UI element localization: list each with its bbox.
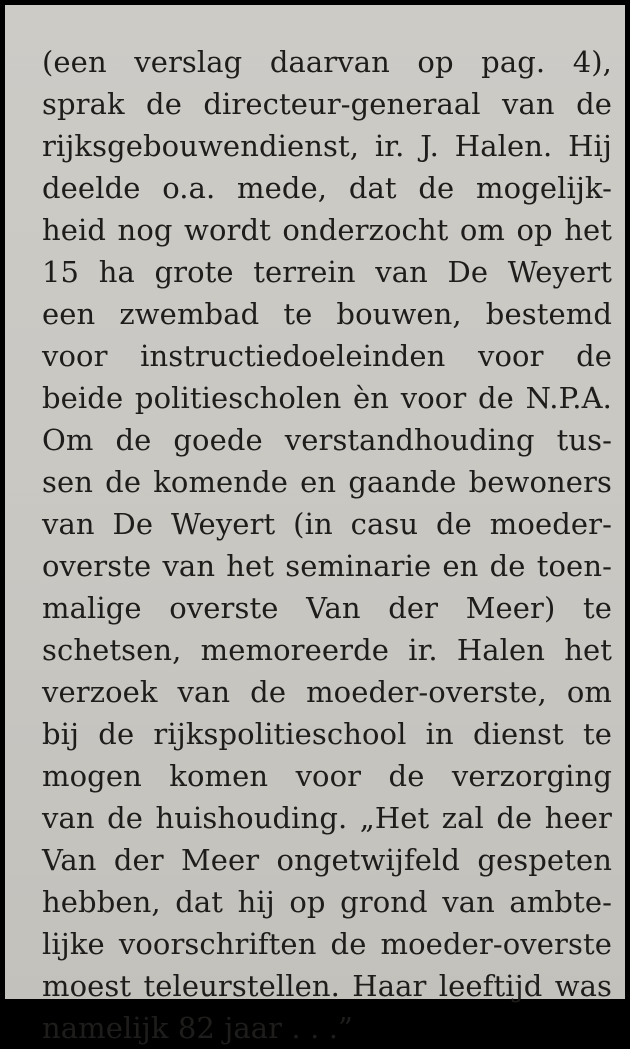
text-line: van de huishouding. „Het zal de heer <box>42 801 612 835</box>
text-line: overste van het seminarie en de toen- <box>42 549 612 583</box>
text-line: malige overste Van der Meer) te <box>42 591 612 625</box>
text-line: schetsen, memoreerde ir. Halen het <box>42 633 612 667</box>
text-line: Om de goede verstandhouding tus- <box>42 423 612 457</box>
text-line: voor instructiedoeleinden voor de <box>42 339 612 373</box>
text-line: hebben, dat hij op grond van ambte- <box>42 885 612 919</box>
text-line: mogen komen voor de verzorging <box>42 759 612 793</box>
text-line: van De Weyert (in casu de moeder- <box>42 507 612 541</box>
text-line: deelde o.a. mede, dat de mogelijk- <box>42 171 612 205</box>
article-text <box>42 41 612 1049</box>
text-line: sen de komende en gaande bewoners <box>42 465 612 499</box>
text-line: Van der Meer ongetwijfeld gespeten <box>42 843 612 877</box>
text-line: beide politiescholen èn voor de N.P.A. <box>42 381 612 415</box>
text-line: verzoek van de moeder-overste, om <box>42 675 612 709</box>
text-line: namelijk 82 jaar . . .” <box>42 1011 353 1045</box>
text-line: 15 ha grote terrein van De Weyert <box>42 255 612 289</box>
text-line: sprak de directeur-generaal van de <box>42 87 612 121</box>
text-line: een zwembad te bouwen, bestemd <box>42 297 612 331</box>
text-line: moest teleurstellen. Haar leeftijd was <box>42 969 612 1003</box>
text-line: bij de rijkspolitieschool in dienst te <box>42 717 612 751</box>
text-line: rijksgebouwendienst, ir. J. Halen. Hij <box>42 129 612 163</box>
text-line: heid nog wordt onderzocht om op het <box>42 213 612 247</box>
text-line: lijke voorschriften de moeder-overste <box>42 927 612 961</box>
scanned-page <box>5 5 625 1045</box>
text-line: (een verslag daarvan op pag. 4), <box>42 45 612 79</box>
